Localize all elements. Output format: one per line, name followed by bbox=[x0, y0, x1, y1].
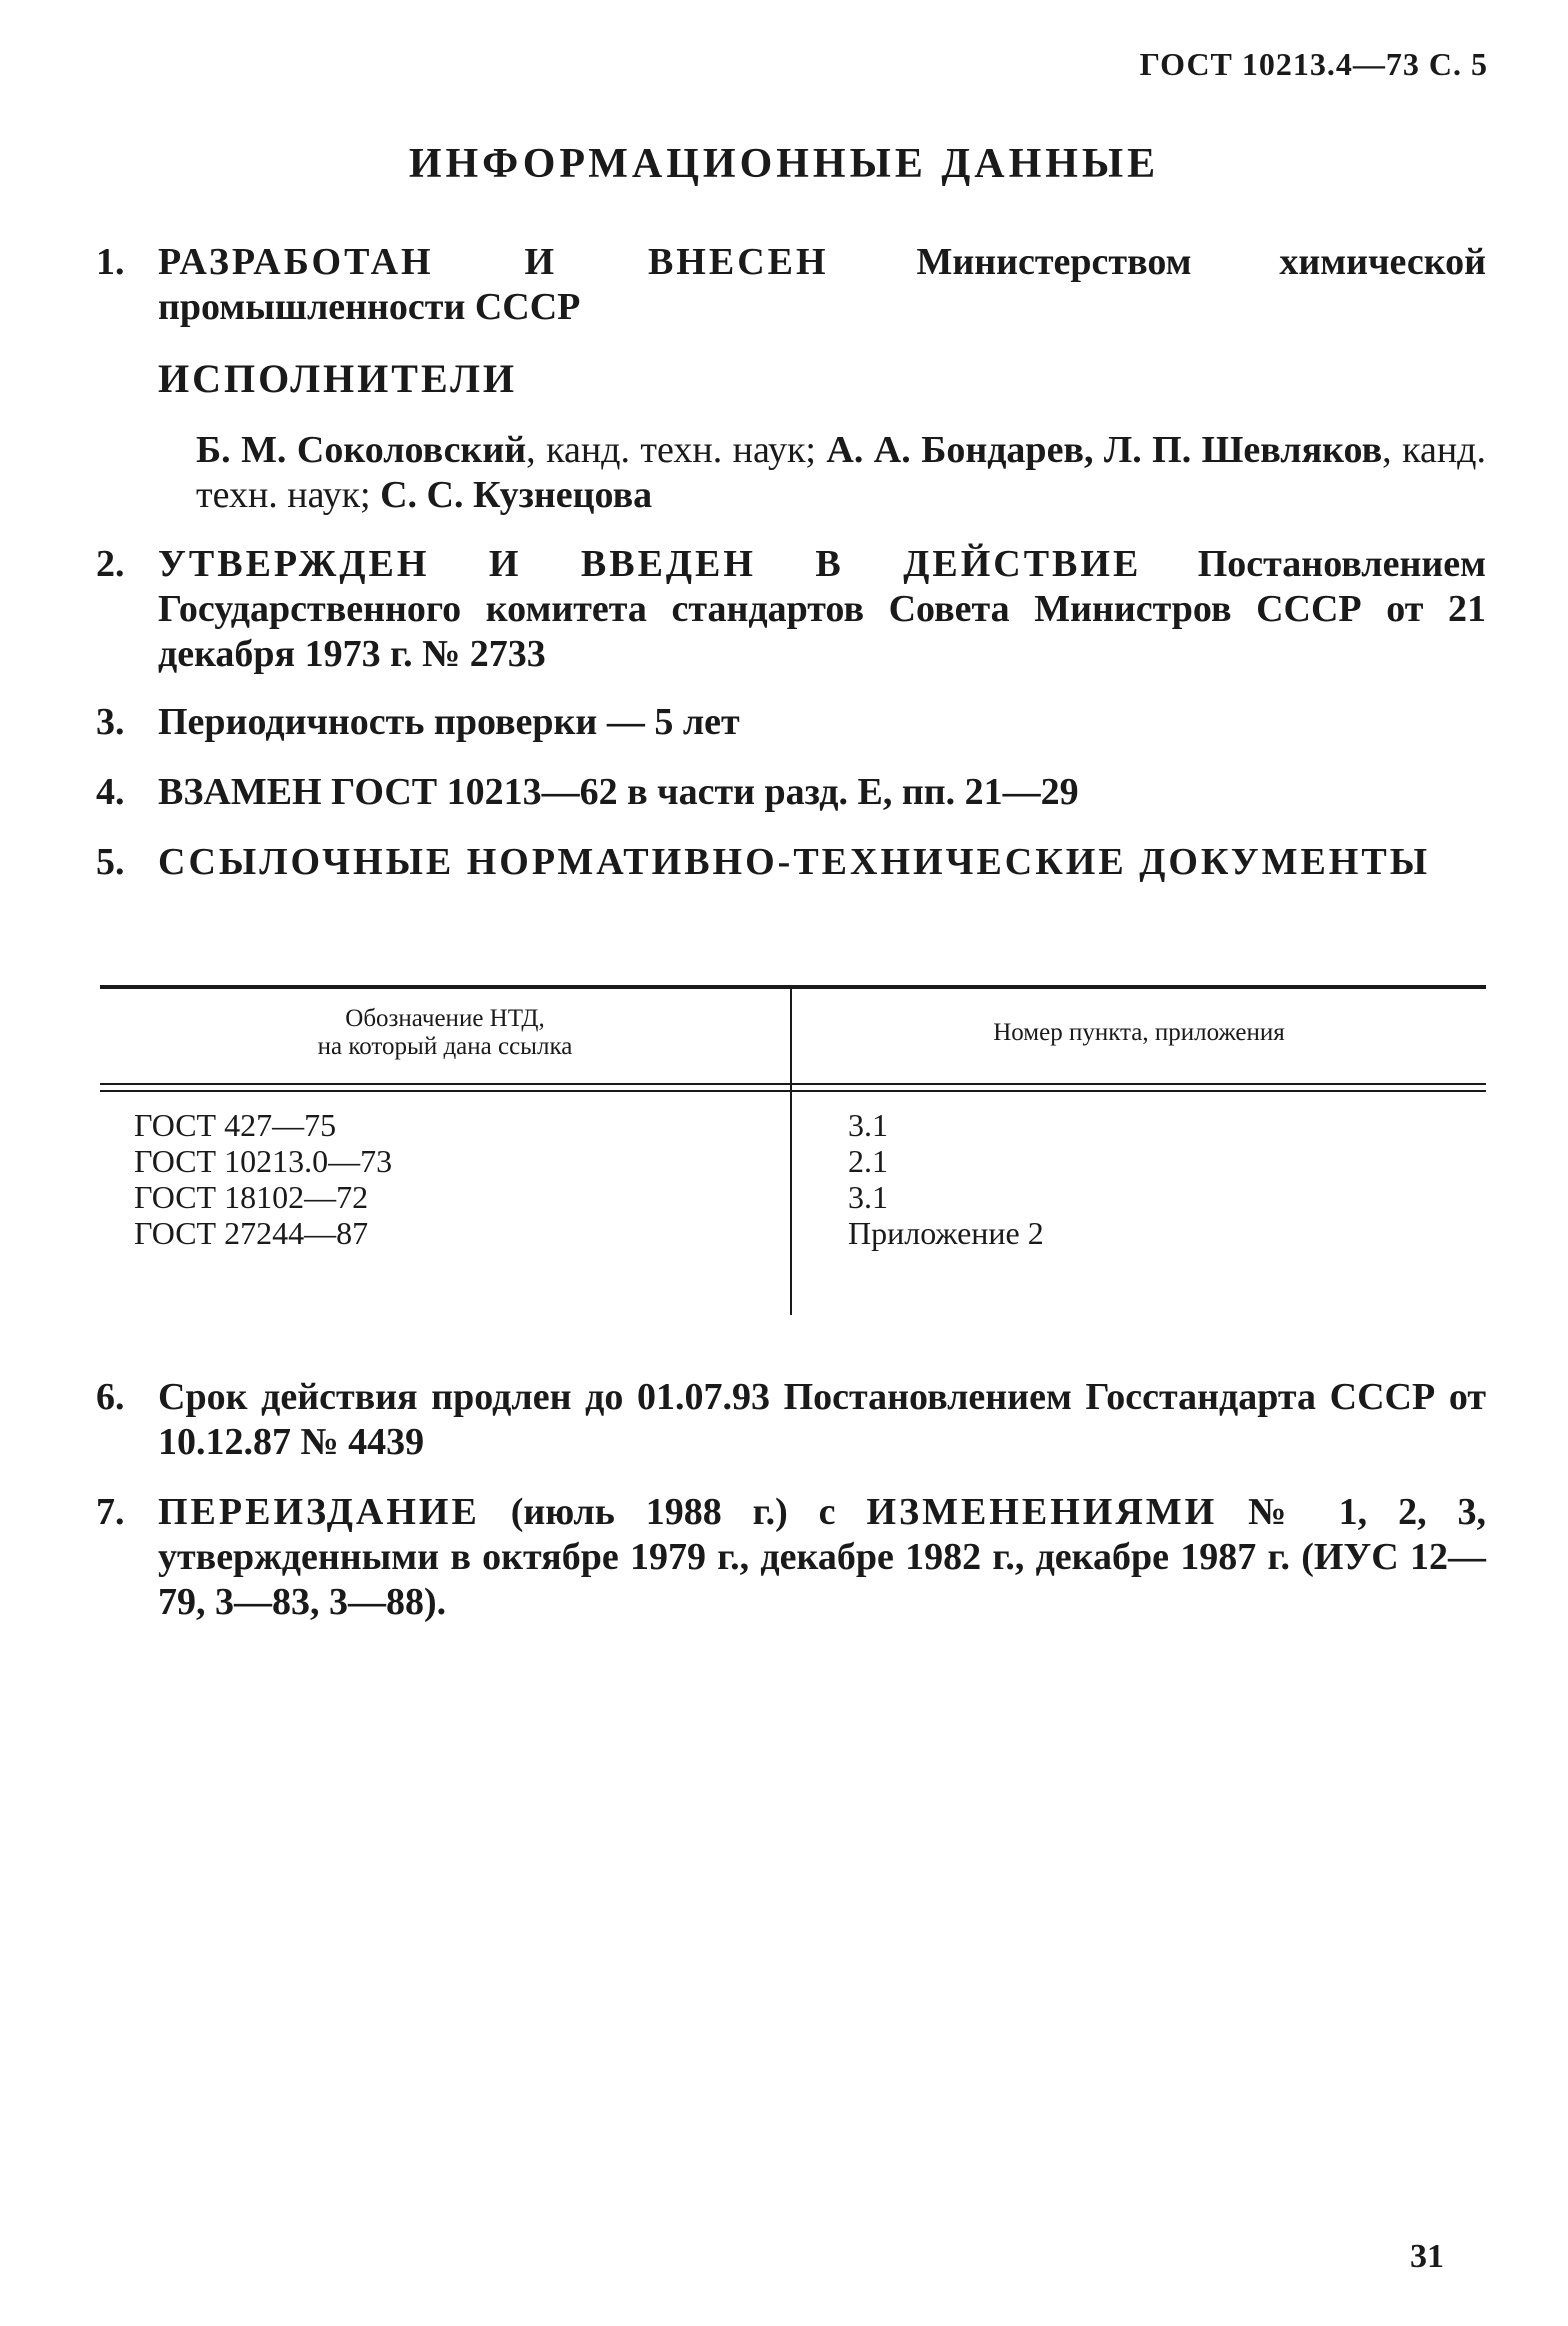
item-body: Периодичность проверки — 5 лет bbox=[158, 701, 740, 743]
item-text: Постановлением Государственного комитета стандартов Совета Министров СССР от 21 декабря 1973 г. № 2733 bbox=[158, 543, 1486, 675]
performers-list bbox=[196, 428, 1486, 518]
page-title: ИНФОРМАЦИОННЫЕ ДАННЫЕ bbox=[408, 141, 1160, 187]
info-item-1 bbox=[96, 240, 1486, 330]
table-cell-ref: 2.1 bbox=[848, 1143, 888, 1179]
performer-name: Б. М. Соколовский bbox=[196, 429, 527, 471]
table-column-divider bbox=[790, 989, 792, 1315]
table-column-documents bbox=[134, 1107, 392, 1251]
item-body bbox=[158, 542, 1486, 677]
item-number: 1. bbox=[96, 241, 125, 283]
table-cell-ref: 3.1 bbox=[848, 1179, 888, 1215]
item-text: (июль 1988 г.) с bbox=[479, 1491, 867, 1533]
page-number: 31 bbox=[1410, 2238, 1444, 2275]
table-header-clause: Номер пункта, приложения bbox=[993, 1019, 1285, 1046]
performer-name: А. А. Бондарев, Л. П. Шевляков bbox=[826, 429, 1383, 471]
item-number: 5. bbox=[96, 841, 125, 883]
item-number: 2. bbox=[96, 543, 125, 585]
item-heading: РАЗРАБОТАН И ВНЕСЕН bbox=[158, 241, 829, 283]
info-item-3 bbox=[96, 700, 1486, 745]
table-cell-ref: Приложение 2 bbox=[848, 1215, 1044, 1251]
item-body bbox=[158, 1490, 1486, 1625]
table-header-designation bbox=[100, 1005, 790, 1061]
item-text: № 1, 2, 3, утвержденными в октябре 1979 г., декабре 1982 г., декабре 1987 г. (ИУС 12—79, 3—83, 3—88). bbox=[158, 1491, 1487, 1623]
page-header: ГОСТ 10213.4—73 С. 5 bbox=[1139, 46, 1488, 82]
item-heading: ИЗМЕНЕНИЯМИ bbox=[866, 1491, 1218, 1533]
item-heading: ССЫЛОЧНЫЕ НОРМАТИВНО-ТЕХНИЧЕСКИЕ ДОКУМЕНТЫ bbox=[158, 841, 1431, 883]
item-body bbox=[158, 240, 1486, 330]
table-cell-doc: ГОСТ 18102—72 bbox=[134, 1179, 369, 1215]
performer-name: С. С. Кузнецова bbox=[380, 474, 653, 516]
item-heading: ПЕРЕИЗДАНИЕ bbox=[158, 1491, 480, 1533]
item-number: 7. bbox=[96, 1491, 125, 1533]
info-item-2 bbox=[96, 542, 1486, 677]
table-cell-doc: ГОСТ 427—75 bbox=[134, 1107, 337, 1143]
performers-heading: ИСПОЛНИТЕЛИ bbox=[158, 356, 518, 401]
performer-degree: , канд. техн. наук; bbox=[196, 429, 1486, 516]
table-cell-ref: 3.1 bbox=[848, 1107, 888, 1143]
info-item-6 bbox=[96, 1375, 1486, 1465]
item-number: 3. bbox=[96, 701, 125, 743]
item-body: ВЗАМЕН ГОСТ 10213—62 в части разд. Е, пп. 21—29 bbox=[158, 771, 1079, 813]
table-cell-doc: ГОСТ 27244—87 bbox=[134, 1215, 369, 1251]
table-top-rule bbox=[100, 985, 1486, 989]
info-item-5 bbox=[96, 840, 1486, 885]
performer-degree: , канд. техн. наук; bbox=[526, 429, 827, 471]
table-column-clauses bbox=[848, 1107, 1044, 1251]
item-heading: УТВЕРЖДЕН И ВВЕДЕН В ДЕЙСТВИЕ bbox=[158, 543, 1142, 585]
table-header-rule bbox=[100, 1083, 1486, 1085]
header-line: на который дана ссылка bbox=[317, 1033, 573, 1060]
item-body: Срок действия продлен до 01.07.93 Постановлением Госстандарта СССР от 10.12.87 № 4439 bbox=[158, 1376, 1486, 1463]
info-item-7 bbox=[96, 1490, 1486, 1625]
reference-table bbox=[100, 985, 1486, 1325]
info-item-4 bbox=[96, 770, 1486, 815]
header-line: Обозначение НТД, bbox=[345, 1005, 545, 1032]
item-number: 6. bbox=[96, 1376, 125, 1418]
table-cell-doc: ГОСТ 10213.0—73 bbox=[134, 1143, 393, 1179]
item-text: Министерством химической промышленности СССР bbox=[158, 241, 1486, 328]
table-header-rule bbox=[100, 1090, 1486, 1092]
item-number: 4. bbox=[96, 771, 125, 813]
